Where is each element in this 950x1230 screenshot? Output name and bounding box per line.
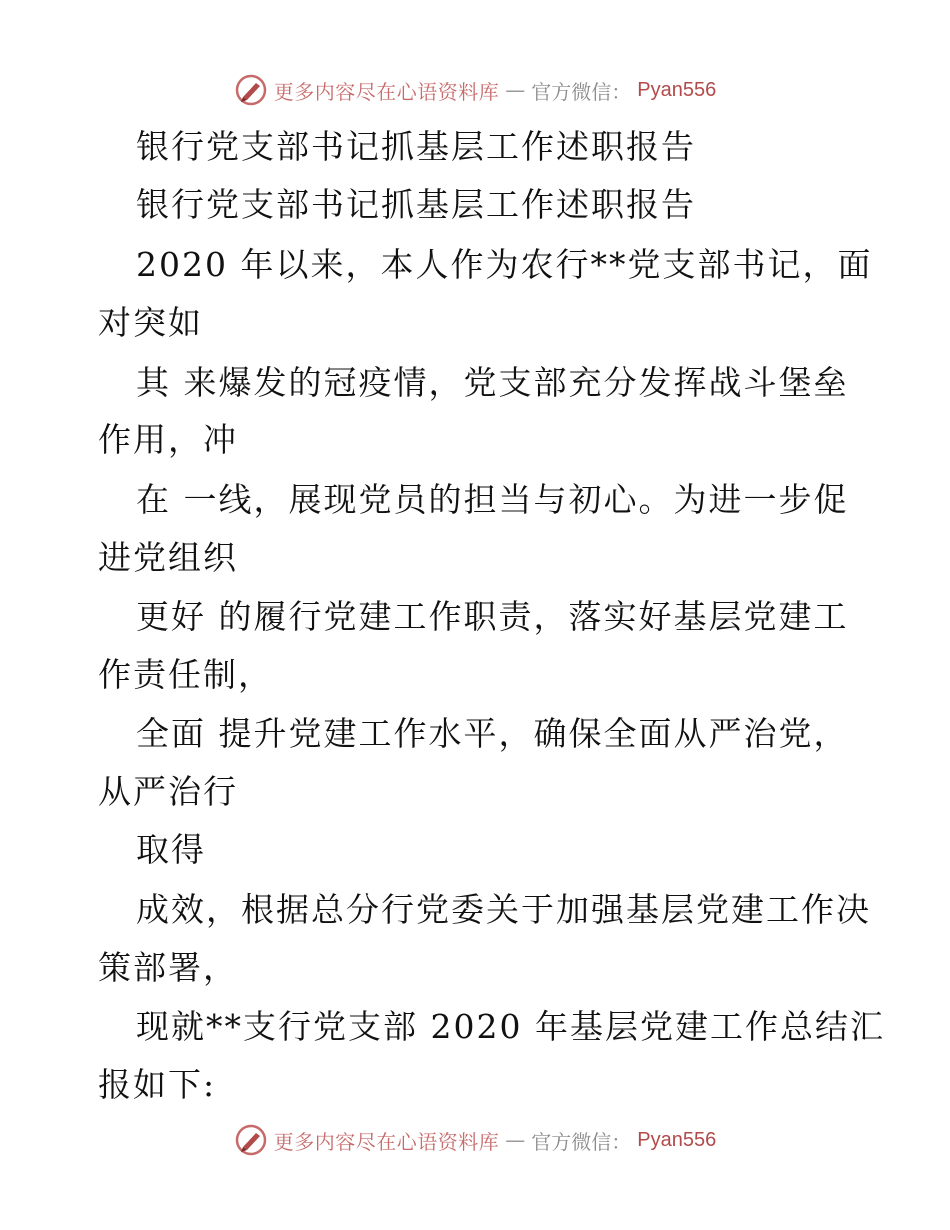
- paragraph-line: 作用，冲: [98, 420, 238, 459]
- paragraph-line: 作责任制，: [98, 655, 273, 694]
- paragraph-line: 在 一线，展现党员的担当与初心。为进一步促: [136, 480, 849, 519]
- paragraph-line: 策部署，: [98, 948, 238, 987]
- watermark-dash: —: [505, 78, 526, 102]
- document-title-repeat: 银行党支部书记抓基层工作述职报告: [136, 185, 696, 224]
- pen-logo-icon: [234, 73, 268, 107]
- paragraph-line: 其 来爆发的冠疫情，党支部充分发挥战斗堡垒: [136, 363, 849, 402]
- watermark-text: 更多内容尽在心语资料库: [273, 1129, 500, 1154]
- paragraph-line: 对突如: [98, 303, 203, 342]
- paragraph-line: 现就**支行党支部 2020 年基层党建工作总结汇: [136, 1007, 885, 1046]
- watermark-sub: 官方微信：: [531, 1129, 632, 1154]
- watermark-dash: —: [505, 1128, 526, 1152]
- watermark-text: 更多内容尽在心语资料库: [273, 79, 500, 104]
- paragraph-line: 取得: [136, 830, 206, 869]
- paragraph-line: 进党组织: [98, 538, 238, 577]
- paragraph-line: 成效，根据总分行党委关于加强基层党建工作决: [136, 890, 871, 929]
- watermark-id: Pyan556: [637, 1128, 717, 1151]
- paragraph-line: 全面 提升党建工作水平，确保全面从严治党，: [136, 714, 849, 753]
- paragraph-line: 从严治行: [98, 772, 238, 811]
- watermark-footer: [0, 1120, 950, 1160]
- watermark-sub: 官方微信：: [531, 79, 632, 104]
- document-title: 银行党支部书记抓基层工作述职报告: [136, 127, 696, 166]
- paragraph-line: 2020 年以来，本人作为农行**党支部书记，面: [136, 245, 873, 284]
- paragraph-line: 更好 的履行党建工作职责，落实好基层党建工: [136, 597, 849, 636]
- pen-logo-icon: [234, 1123, 268, 1157]
- watermark-id: Pyan556: [637, 78, 717, 101]
- watermark-header: [0, 70, 950, 110]
- paragraph-line: 报如下:: [98, 1065, 217, 1104]
